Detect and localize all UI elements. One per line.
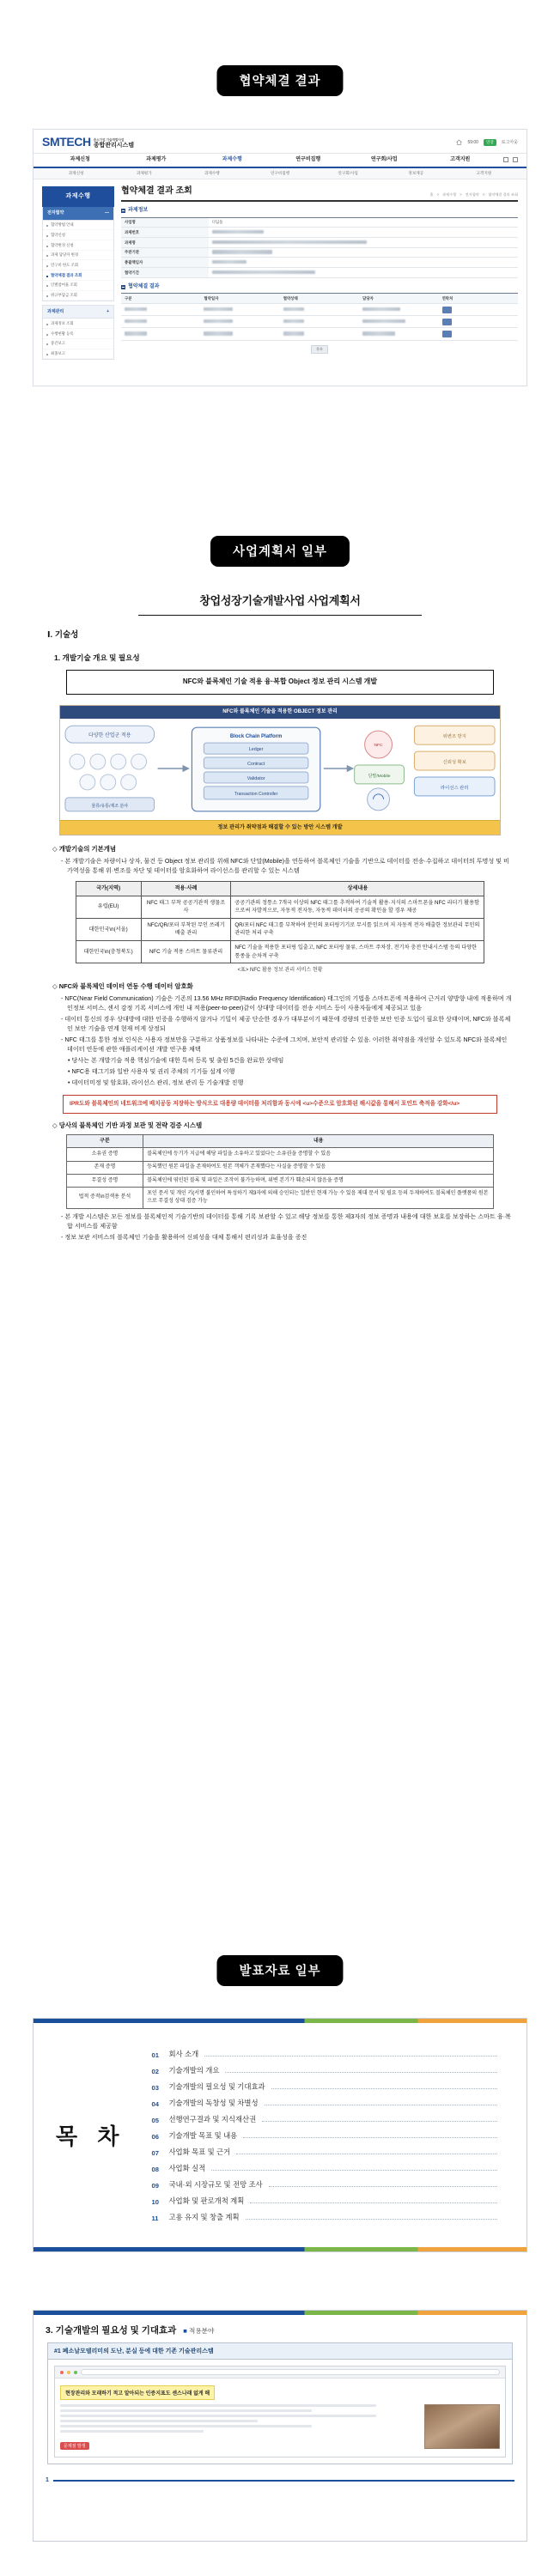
main-content	[121, 186, 518, 361]
search-icon[interactable]	[503, 157, 508, 162]
sidebar-group-econtract	[42, 207, 114, 301]
svg-text:Block Chain Platform: Block Chain Platform	[229, 734, 283, 740]
toc-item-4	[151, 2111, 497, 2127]
section-task-info-label: 과제정보	[128, 208, 149, 214]
cell-r1-c1	[200, 316, 279, 328]
row-label-5: 협약기간	[121, 268, 209, 278]
table-row	[121, 328, 518, 340]
toc-label-3: 기술개발의 독창성 및 차별성	[168, 2098, 259, 2107]
smtech-logo-subtitle-1: 중소기업 기술개발사업	[93, 137, 125, 142]
t1-r1-c0: 대한민국\n(서울)	[76, 918, 141, 940]
table-row	[66, 1161, 494, 1174]
table-row	[121, 217, 518, 228]
t1-header-0: 국가(지역)	[76, 881, 141, 896]
nav-item-1[interactable]: 과제평가	[146, 156, 167, 162]
doc-bullet-concept: ◇ 개발기술의 기본개념	[52, 845, 117, 854]
table-row	[76, 918, 484, 940]
figure-body	[60, 719, 500, 820]
svg-text:위변조 방지: 위변조 방지	[442, 734, 466, 740]
toc-dots	[243, 2137, 497, 2138]
row-value-2	[209, 238, 518, 248]
svg-text:다양한 산업군 적용: 다양한 산업군 적용	[88, 733, 131, 739]
toc-num-2: 03	[151, 2083, 159, 2092]
toc-num-8: 09	[151, 2181, 159, 2190]
toc-label-5: 기술개발 목표 및 내용	[168, 2130, 238, 2140]
toc-num-10: 11	[151, 2214, 159, 2222]
table-header-row	[121, 294, 518, 304]
t1-r0-c1: NFC 태그 부착 공공기관적 생물조사	[141, 896, 231, 918]
toc-dots	[271, 2088, 497, 2089]
toc-num-1: 02	[151, 2067, 159, 2075]
t1-r2-c1: NFC 기술 적용 스마트 물류관리	[141, 940, 231, 963]
row-label-4: 총괄책임자	[121, 258, 209, 268]
row-value-1	[209, 228, 518, 238]
collapse-icon[interactable]: —	[105, 210, 109, 216]
doc-tail-0: - 본 개발 시스템은 모든 정보를 블록체인적 기술기반의 데이터를 통해 기록 보관할 수 있고 해당 정보를 통한 제3자의 정보 증명과 내용에 대한 보호를 보장하는 스마트 융·복합 서비스를 제공함	[61, 1212, 511, 1230]
slide2-browser-mock	[54, 2366, 506, 2458]
cell-r2-c1	[200, 328, 279, 340]
toc-item-3	[151, 2094, 497, 2111]
agreement-result-table	[121, 293, 518, 340]
sidebar2-item-3[interactable]: 최종보고	[43, 349, 113, 360]
doc-heading-1: Ⅰ. 기술성	[47, 630, 79, 641]
slide2-footer	[33, 2473, 527, 2489]
row-label-1: 과제번호	[121, 228, 209, 238]
window-close-icon[interactable]	[60, 2371, 64, 2374]
slide2-problem-tag: 문제점 발생	[60, 2442, 89, 2450]
subnav-item-5[interactable]: 정보제공	[408, 171, 424, 175]
smtech-sub-nav	[33, 168, 527, 179]
toc-title: 목 차	[56, 2123, 126, 2149]
sidebar-item-6[interactable]: 인별참여율 조회	[43, 281, 113, 291]
table-row	[121, 316, 518, 328]
section-marker-icon	[121, 209, 125, 213]
svg-text:Contract: Contract	[247, 761, 265, 767]
toc-label-8: 국내·외 시장규모 및 전망 조사	[168, 2179, 263, 2189]
svg-text:라이선스 관리: 라이선스 관리	[440, 785, 469, 791]
smtech-logo[interactable]	[42, 135, 134, 150]
row-value-5	[209, 268, 518, 278]
smtech-logo-subtitle-2: 종합관리시스템	[93, 142, 135, 149]
sidebar-group-taskmgmt	[42, 305, 114, 360]
chevron-down-icon[interactable]: +	[107, 309, 109, 315]
col-header-1: 협약일자	[200, 294, 279, 304]
t2-r1-c0: 존재 증명	[66, 1161, 143, 1174]
placeholder-line	[60, 2425, 312, 2427]
figure-header: NFC와 블록체인 기술을 적용한 OBJECT 정보 관리	[60, 706, 500, 719]
section-agreement-result	[121, 284, 518, 355]
toc-num-9: 10	[151, 2197, 159, 2206]
smtech-main-nav	[33, 153, 527, 169]
cell-r2-c3	[359, 328, 438, 340]
nav-icon-group	[503, 157, 518, 162]
window-minimize-icon[interactable]	[67, 2371, 70, 2374]
session-timer: 59:00	[467, 139, 478, 145]
toc-label-4: 선행연구결과 및 지식재산권	[168, 2114, 257, 2123]
toc-label-10: 고용 유지 및 창출 계획	[168, 2212, 240, 2221]
task-info-table	[121, 217, 518, 278]
toc-item-1	[151, 2062, 497, 2078]
toc-dots	[269, 2186, 497, 2187]
section-marker-icon	[121, 285, 125, 289]
figure-footer: 정보 관리가 취약점과 해결할 수 있는 방안 시스템 개발	[60, 820, 500, 835]
slide2-card-header: #1 폐소날모델리미의 도난, 분실 등에 대한 기존 기술관리스템	[48, 2343, 512, 2360]
smtech-logo-text: SMTECH	[42, 135, 91, 149]
smtech-utility-bar	[456, 139, 518, 146]
logout-button[interactable]: 로그아웃	[501, 139, 518, 145]
slide2-photo	[424, 2404, 500, 2449]
sidebar-item-4[interactable]: 연구비 한도 조회	[43, 260, 113, 270]
row-action-button[interactable]	[442, 331, 452, 337]
row-label-3: 주관기관	[121, 247, 209, 258]
section-agreement-title	[121, 284, 518, 291]
subnav-item-6[interactable]: 고객지원	[476, 171, 492, 175]
doc-bullet2-2: - 데이터 통신의 경우 상대방에 대한 인증을 수행하지 않거나 기밀이 제공 단순한 경우가 대부분이기 때문에 경량의 인증한 보안 인증 도입이 필요한 상태이며, NFC와 블록체인 보안 기술을 연계 현재 비게 상정되	[61, 1015, 511, 1032]
slide-table-of-contents	[33, 2018, 527, 2252]
doc-table-verification	[66, 1134, 495, 1209]
row-label-0: 사업명	[121, 217, 209, 228]
toc-item-0	[151, 2045, 497, 2062]
doc-bullet2-6: • 데이터미정 및 암호화, 라이선스 관리, 정보 관리 등 기술개발 진행	[68, 1078, 244, 1086]
toc-item-5	[151, 2127, 497, 2143]
toc-label-1: 기술개발의 개요	[168, 2065, 220, 2075]
svg-text:신뢰성 확보: 신뢰성 확보	[442, 759, 466, 765]
toc-list	[151, 2045, 497, 2225]
row-label-2: 과제명	[121, 238, 209, 248]
toc-label-9: 사업화 및 판로개척 계획	[168, 2196, 245, 2205]
nav-item-5[interactable]: 고객지원	[450, 156, 471, 162]
row-action-button[interactable]	[442, 307, 452, 313]
doc-bullet2-3: - NFC 태그를 통한 정보 인식은 사용자 정보만을 구분하고 상품정보를 나타내는 수준에 그치며, 보안적 관리할 수 있음. 이러한 취약점을 개선할 수 있도록 NFC와 블록체인 데이터 연동에 관한 애플리케이션 개발 연구용 채택	[61, 1036, 508, 1053]
t1-r2-c2: NFC 기술을 적용한 포터링 입출고, NFC 포터링 물류, 스마트 주차장, 전기차 충전 안내시스템 등의 다양한 통종을 순차적 구축	[231, 940, 484, 963]
slide-bottom-accent-bar	[33, 2247, 527, 2251]
nav-item-4[interactable]: 연구회/사업	[370, 156, 398, 162]
t2-r1-c1: 등록했던 원본 파일을 존재하여도 원본 객체가 존재했다는 사실을 증명할 수 있음	[143, 1161, 494, 1174]
cell-r1-c3	[359, 316, 438, 328]
placeholder-line	[60, 2430, 204, 2433]
table-header-row	[76, 881, 484, 896]
table-row	[121, 268, 518, 278]
toc-item-6	[151, 2143, 497, 2160]
t2-r3-c1: 포인 문서 및 개인 키(서명 불인하여 특성하기 제3자에 의해 승인되는 일반인 현재 가능 수 있음 제대 문서 및 필요 등의 두재하여도 블록체인 플랫폼의 원본으로 무결성 상대 검증 가능	[143, 1188, 494, 1209]
t2-r3-c0: 법적 증적\n검색용 분석	[66, 1188, 143, 1209]
toc-dots	[262, 2121, 497, 2122]
sidebar2-item-1[interactable]: 수행현황 등록	[43, 329, 113, 339]
t1-r1-c2: QR/포터 NFC 태그를 부착하여 분인의 포터링기기로 무시를 읽으며 저 자동적 전자 배출한 정보관리 무인의 관리한 처리 구축	[231, 918, 484, 940]
row-value-3	[209, 247, 518, 258]
cell-r2-c4	[439, 328, 518, 340]
cell-r1-c4	[439, 316, 518, 328]
home-icon[interactable]	[456, 139, 462, 145]
slide2-text-lines	[60, 2404, 419, 2451]
menu-icon[interactable]	[513, 157, 518, 162]
smtech-body	[33, 179, 527, 370]
sidebar2-item-2[interactable]: 중간보고	[43, 339, 113, 349]
slide2-card	[47, 2342, 513, 2464]
subnav-item-1[interactable]: 과제평가	[136, 171, 152, 175]
t2-header-1: 내용	[143, 1135, 494, 1148]
toc-num-7: 08	[151, 2165, 159, 2173]
section-banner-agreement: 협약체결 결과	[216, 65, 343, 96]
t2-r0-c0: 소유권 증명	[66, 1148, 143, 1161]
doc-bullet2-1: - NFC(Near Field Communication) 기술은 기존의 13.56 MHz RFID(Radio Frequency Identification) 태그인의 기법을 스마트폰에 적용하여 근거리 양방향 내에 적용하며 개인정보 서비스, 센서 감정 기록 서비스에 개인 내 적용(peer-to-peer)같이 상대방 데이터를 전송 서비스 등이 사용자들에게 제공되고 있음	[61, 994, 512, 1012]
table-row	[121, 238, 518, 248]
slide2-title: 3. 기술개발의 필요성 및 기대효과	[46, 2325, 177, 2336]
doc-figure	[59, 705, 501, 836]
placeholder-line	[60, 2415, 376, 2417]
toc-label-0: 회사 소개	[168, 2049, 199, 2058]
table-row	[66, 1188, 494, 1209]
doc-bullet-concept-body: - 본 개발기술은 차량이나 상자, 물건 등 Object 정보 관리를 위해 NFC와 단말(Mobile)을 연동하여 블록체인 기술을 기반으로 데이터를 전송·수집하고 데이터의 투명성 및 비가역성을 통해 위·변조를 차단 및 데이터를 암호화하여 라이선스를 관리할 수 있는 시스템	[61, 857, 509, 874]
row-action-button[interactable]	[442, 319, 452, 325]
toc-item-8	[151, 2176, 497, 2192]
placeholder-line	[60, 2404, 376, 2407]
toc-dots	[211, 2170, 497, 2171]
subnav-item-2[interactable]: 과제수행	[204, 171, 220, 175]
sidebar-item-7[interactable]: 위규부담금 조회	[43, 291, 113, 301]
doc-tail-1: - 정보 보관 서비스의 블록체인 기술을 활용하여 신뢰성을 대체 통해서 편리성과 효율성을 증진	[61, 1233, 307, 1241]
breadcrumb-1[interactable]: 과제수행	[442, 191, 457, 197]
svg-text:NFC: NFC	[374, 742, 383, 748]
doc-boxed-title: NFC와 블록체인 기술 적용 융·복합 Object 정보 관리 시스템 개발	[66, 670, 494, 694]
doc-bullet2-0: ◇ NFC와 블록체인 데이터 연동 수행 데이터 암호화	[52, 982, 193, 991]
list-button[interactable]: 목록	[311, 345, 328, 354]
breadcrumb-sep-2: >	[482, 191, 485, 197]
section-agreement-label: 협약체결 결과	[128, 283, 160, 289]
col-header-4: 연락처	[439, 294, 518, 304]
breadcrumb-0[interactable]: 홈	[429, 191, 434, 197]
subnav-item-0[interactable]: 과제신청	[68, 171, 84, 175]
breadcrumb-2[interactable]: 전자협약	[465, 191, 479, 197]
cell-r0-c2	[280, 304, 359, 316]
table-row	[76, 896, 484, 918]
t1-r0-c0: 유럽(EU)	[76, 896, 141, 918]
table-row	[76, 940, 484, 963]
table-row	[121, 247, 518, 258]
cell-r1-c0	[121, 316, 200, 328]
slide-need-and-effect	[33, 2310, 527, 2542]
browser-toolbar	[55, 2366, 505, 2379]
table-row	[66, 1148, 494, 1161]
doc-table-caption: <표> NFC 활용 정보 관리 서비스 현황	[237, 968, 323, 974]
smtech-portal-screenshot	[33, 129, 527, 386]
doc-heading-2: 1. 개발기술 개요 및 필요성	[54, 653, 140, 662]
slide2-highlight-text: 현장관리와 모래하기 적고 알아되는 인증지표도 센스나래 없게 해	[60, 2385, 215, 2400]
sidebar-group2-label: 과제관리	[47, 309, 64, 315]
toc-num-3: 04	[151, 2099, 159, 2108]
toc-item-10	[151, 2208, 497, 2225]
t1-header-2: 상세내용	[231, 881, 484, 896]
smtech-header	[33, 130, 527, 153]
row-value-4	[209, 258, 518, 268]
sidebar-group-label: 전자협약	[47, 210, 64, 216]
cell-r1-c2	[280, 316, 359, 328]
t1-header-1: 적용·사례	[141, 881, 231, 896]
toc-label-2: 기술개발의 필요성 및 기대효과	[168, 2081, 265, 2091]
slide2-footer-line	[53, 2480, 514, 2482]
cell-r0-c4	[439, 304, 518, 316]
t2-r0-c1: 블록체인에 등기가 지급에 해당 파일을 소유하고 있었다는 소유권을 증명할 수 있음	[143, 1148, 494, 1161]
sidebar2-item-0[interactable]: 과제정보 조회	[43, 319, 113, 329]
figure-diagram	[60, 719, 500, 820]
sidebar-item-3[interactable]: 과제 담당자 변경	[43, 251, 113, 261]
cell-r0-c3	[359, 304, 438, 316]
nav-item-0[interactable]: 과제신청	[70, 156, 90, 162]
toc-num-6: 07	[151, 2148, 159, 2157]
doc-highlight-text: IPR도와 블록체인의 네트워크에 배치공동 저장하는 방식으로 대용량 데이터를 처리함과 동시에 <u>수준으로 암호화된 해시값을 통해서 포인트 축적을 강화</u>	[70, 1100, 460, 1107]
main-header	[121, 186, 518, 203]
nav-item-2[interactable]: 과제수행	[222, 156, 242, 162]
table-footer-actions	[121, 341, 518, 355]
row-value-0: 디딤돌	[209, 217, 518, 228]
business-plan-document	[47, 592, 513, 1244]
slide2-header	[33, 2315, 527, 2340]
doc-bullet2-5: • NFC용 태그기와 일반 사용자 및 권리 주체의 기기들 설계 이행	[68, 1067, 235, 1075]
t2-r2-c0: 무결성 증명	[66, 1175, 143, 1188]
toc-item-9	[151, 2192, 497, 2208]
t2-r2-c1: 블록체인에 엮인된 블록 및 파일은 조작이 불가능하며, 위변 본기가 훼손되지 않음을 증명	[143, 1175, 494, 1188]
sidebar-group2-header[interactable]	[43, 306, 113, 319]
doc-bullet2-4: • 당사는 본 개발기술 적용 핵심기술에 대한 특허 등록 및 출원 5건을 완료한 상태임	[68, 1056, 284, 1064]
doc-table-nfc-cases	[76, 881, 485, 963]
sidebar-item-2[interactable]: 협약변경 신청	[43, 240, 113, 251]
table-header-row	[66, 1135, 494, 1148]
slide2-page-number: 1	[46, 2477, 49, 2483]
svg-text:Validator: Validator	[247, 775, 265, 781]
sidebar-item-1[interactable]: 협약신청	[43, 230, 113, 240]
svg-text:물류/유통/제조 분야: 물류/유통/제조 분야	[91, 803, 129, 809]
t1-r0-c2: 공공기관의 정통소 7개국 이상의 NFC 태그를 추적하여 기술적 활용·지식의 스마트폰을 NFC 리더기 활용함으로써 자발적으로, 자동적 전자동, 자동적 데이터의 공공의 확인을 할 경우 제공	[231, 896, 484, 918]
browser-content	[55, 2379, 505, 2457]
slide2-content-row	[60, 2404, 500, 2451]
toc-label-7: 사업화 실적	[168, 2163, 206, 2172]
section-task-info	[121, 208, 518, 278]
window-maximize-icon[interactable]	[74, 2371, 77, 2374]
sidebar-title: 과제수행	[42, 186, 114, 208]
col-header-2: 협약상태	[280, 294, 359, 304]
sidebar	[42, 186, 114, 361]
table-row	[121, 228, 518, 238]
doc-highlight-box	[63, 1095, 497, 1114]
cell-r2-c2	[280, 328, 359, 340]
sidebar-item-5-active[interactable]: 협약체결 결과 조회	[43, 270, 113, 281]
doc-bullet-after: ◇ 당사의 블록체인 기반 과정 보관 및 전략 검증 시스템	[52, 1121, 203, 1129]
browser-url-bar[interactable]	[81, 2369, 500, 2375]
breadcrumb-3: 협약체결 결과 조회	[488, 191, 518, 197]
t1-r2-c0: 대한민국\n(충청북도)	[76, 940, 141, 963]
toc-dots	[225, 2072, 497, 2073]
table-row	[121, 304, 518, 316]
svg-text:Transaction Controller: Transaction Controller	[234, 791, 278, 797]
nav-item-3[interactable]: 연구비집행	[295, 156, 321, 162]
sidebar-item-0[interactable]: 협약방법 안내	[43, 221, 113, 231]
breadcrumb-sep-1: >	[460, 191, 462, 197]
toc-container	[33, 2023, 527, 2247]
breadcrumb-sep-0: >	[436, 191, 440, 197]
subnav-item-3[interactable]: 연구비집행	[270, 171, 290, 175]
slide2-subtitle: ■ 적용분야	[183, 2326, 214, 2336]
svg-text:Ledger: Ledger	[248, 746, 264, 752]
toc-num-4: 05	[151, 2116, 159, 2124]
section-banner-businessplan: 사업계획서 일부	[210, 536, 350, 567]
placeholder-line	[60, 2409, 312, 2412]
toc-dots	[204, 2056, 497, 2057]
toc-item-7	[151, 2160, 497, 2176]
cell-r0-c1	[200, 304, 279, 316]
toc-label-6: 사업화 목표 및 근거	[168, 2147, 231, 2156]
toc-dots	[250, 2202, 497, 2203]
sidebar-group-header[interactable]	[43, 207, 113, 220]
col-header-3: 담당자	[359, 294, 438, 304]
t2-header-0: 구분	[66, 1135, 143, 1148]
section-banner-presentation: 발표자료 일부	[216, 1955, 343, 1986]
table-row	[121, 258, 518, 268]
subnav-item-4[interactable]: 연구회/사업	[338, 171, 358, 175]
toc-num-0: 01	[151, 2050, 159, 2059]
breadcrumb	[430, 192, 518, 197]
toc-item-2	[151, 2078, 497, 2094]
svg-text:단말/Mobile: 단말/Mobile	[368, 773, 391, 779]
col-header-0: 구분	[121, 294, 200, 304]
table-row	[66, 1175, 494, 1188]
extend-session-button[interactable]: 연장	[484, 139, 496, 146]
doc-title: 창업성장기술개발사업 사업계획서	[138, 592, 422, 616]
page-title: 협약체결 결과 조회	[121, 185, 192, 196]
t1-r1-c1: NFC/QR/포터 부착된 무인 쓰레기 배출 관리	[141, 918, 231, 940]
section-task-info-title	[121, 208, 518, 215]
placeholder-line	[60, 2420, 258, 2422]
toc-num-5: 06	[151, 2132, 159, 2141]
cell-r2-c0	[121, 328, 200, 340]
toc-dots	[246, 2219, 497, 2220]
cell-r0-c0	[121, 304, 200, 316]
